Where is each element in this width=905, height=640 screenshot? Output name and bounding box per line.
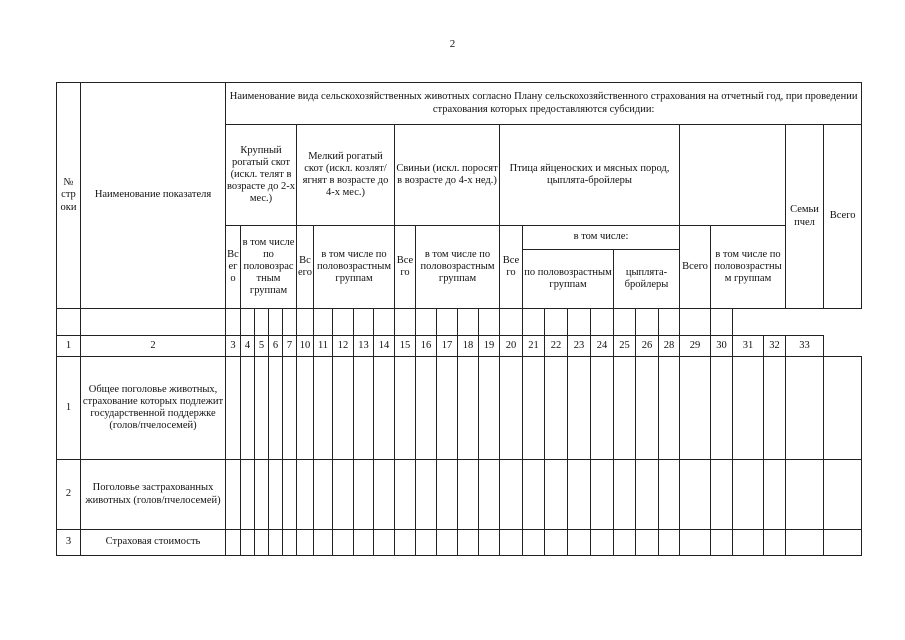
data-cell[interactable] xyxy=(636,530,659,556)
small-total-header: Всего xyxy=(297,226,314,309)
indicators-table xyxy=(56,82,862,556)
column-number: 3 xyxy=(226,336,241,357)
indicator-name: Страховая стоимость xyxy=(81,530,226,556)
data-cell[interactable] xyxy=(659,357,680,460)
data-cell[interactable] xyxy=(297,460,314,530)
subcolumn-cell xyxy=(297,309,314,336)
subcolumn-cell xyxy=(314,309,333,336)
subcolumn-cell xyxy=(458,309,479,336)
data-cell[interactable] xyxy=(479,357,500,460)
column-number: 21 xyxy=(523,336,545,357)
subcolumn-cell xyxy=(354,309,374,336)
column-number: 19 xyxy=(479,336,500,357)
subcolumn-cell xyxy=(269,309,283,336)
data-cell[interactable] xyxy=(824,357,862,460)
column-number: 15 xyxy=(395,336,416,357)
data-cell[interactable] xyxy=(500,460,523,530)
data-cell[interactable] xyxy=(545,357,568,460)
column-number: 33 xyxy=(786,336,824,357)
data-cell[interactable] xyxy=(269,357,283,460)
data-cell[interactable] xyxy=(764,460,786,530)
row-number: 1 xyxy=(57,357,81,460)
data-cell[interactable] xyxy=(568,357,591,460)
data-cell[interactable] xyxy=(479,530,500,556)
cattle-subgroups-header: в том числе по половозрастным группам xyxy=(241,226,297,309)
column-number: 25 xyxy=(614,336,636,357)
data-cell[interactable] xyxy=(659,460,680,530)
subcolumn-cell xyxy=(437,309,458,336)
pigs-subgroups-header: в том числе по половозрастным группам xyxy=(416,226,500,309)
subcolumn-cell xyxy=(568,309,591,336)
column-number: 29 xyxy=(680,336,711,357)
subcolumns-row xyxy=(57,309,862,336)
data-cell[interactable] xyxy=(395,530,416,556)
data-cell[interactable] xyxy=(241,460,255,530)
subcolumn-cell xyxy=(636,309,659,336)
data-cell[interactable] xyxy=(241,357,255,460)
data-cell[interactable] xyxy=(283,460,297,530)
cattle-header: Крупный рогатый скот (искл. телят в возрасте до 2-х мес.) xyxy=(226,125,297,226)
data-cell[interactable] xyxy=(711,460,733,530)
data-cell[interactable] xyxy=(500,357,523,460)
data-cell[interactable] xyxy=(523,460,545,530)
data-cell[interactable] xyxy=(764,357,786,460)
data-cell[interactable] xyxy=(479,460,500,530)
data-cell[interactable] xyxy=(226,460,241,530)
data-cell[interactable] xyxy=(354,460,374,530)
data-cell[interactable] xyxy=(314,530,333,556)
poultry-broilers-header: цыплята-бройлеры xyxy=(614,250,680,309)
data-cell[interactable] xyxy=(614,460,636,530)
subcolumn-cell xyxy=(283,309,297,336)
column-number: 17 xyxy=(437,336,458,357)
column-number: 11 xyxy=(314,336,333,357)
data-cell[interactable] xyxy=(786,460,824,530)
column-number: 24 xyxy=(591,336,614,357)
data-cell[interactable] xyxy=(333,460,354,530)
data-cell[interactable] xyxy=(437,530,458,556)
data-cell[interactable] xyxy=(636,460,659,530)
data-cell[interactable] xyxy=(416,357,437,460)
data-cell[interactable] xyxy=(255,460,269,530)
table-row xyxy=(57,530,862,556)
subcolumn-cell xyxy=(226,309,241,336)
data-cell[interactable] xyxy=(545,460,568,530)
subcolumn-cell xyxy=(255,309,269,336)
column-number: 20 xyxy=(500,336,523,357)
data-cell[interactable] xyxy=(824,530,862,556)
column-number: 10 xyxy=(297,336,314,357)
row-number-header: № стр оки xyxy=(57,83,81,309)
subcolumn-cell xyxy=(711,309,733,336)
column-number: 1 xyxy=(57,336,81,357)
pigs-header: Свиньи (искл. поросят в возрасте до 4-х нед.) xyxy=(395,125,500,226)
data-cell[interactable] xyxy=(614,530,636,556)
page-number: 2 xyxy=(449,38,456,50)
data-cell[interactable] xyxy=(568,460,591,530)
data-cell[interactable] xyxy=(241,530,255,556)
data-cell[interactable] xyxy=(226,530,241,556)
small-subgroups-header: в том числе по половозрастным группам xyxy=(314,226,395,309)
pigs-total-header: Всего xyxy=(395,226,416,309)
data-cell[interactable] xyxy=(354,530,374,556)
subcolumn-cell xyxy=(680,309,711,336)
subcolumn-cell xyxy=(591,309,614,336)
column-number: 31 xyxy=(733,336,764,357)
data-cell[interactable] xyxy=(764,530,786,556)
column-number: 16 xyxy=(416,336,437,357)
poultry-including-header: в том числе: xyxy=(523,226,680,250)
bees-header: Семьи пчел xyxy=(786,125,824,309)
column-number: 7 xyxy=(283,336,297,357)
subcolumn-cell xyxy=(523,309,545,336)
data-cell[interactable] xyxy=(523,530,545,556)
data-cell[interactable] xyxy=(314,460,333,530)
extra-subgroups-header: в том числе по половозрастным группам xyxy=(711,226,786,309)
subcolumn-cell xyxy=(57,309,81,336)
small-cattle-header: Мелкий рогатый скот (искл. козлят/ягнят в возрасте до 4-х мес.) xyxy=(297,125,395,226)
data-cell[interactable] xyxy=(354,357,374,460)
column-number: 28 xyxy=(659,336,680,357)
data-cell[interactable] xyxy=(545,530,568,556)
data-cell[interactable] xyxy=(283,530,297,556)
data-cell[interactable] xyxy=(269,530,283,556)
data-cell[interactable] xyxy=(711,530,733,556)
data-cell[interactable] xyxy=(437,357,458,460)
table-row xyxy=(57,460,862,530)
column-number: 22 xyxy=(545,336,568,357)
column-numbers-row xyxy=(57,336,862,357)
column-number: 12 xyxy=(333,336,354,357)
extra-total-header: Всего xyxy=(680,226,711,309)
row-number: 2 xyxy=(57,460,81,530)
subcolumn-cell xyxy=(500,309,523,336)
indicator-name: Поголовье застрахованных животных (голов/пчелосемей) xyxy=(81,460,226,530)
subcolumn-cell xyxy=(395,309,416,336)
data-cell[interactable] xyxy=(437,460,458,530)
data-cell[interactable] xyxy=(711,357,733,460)
poultry-total-header: Всего xyxy=(500,226,523,309)
data-cell[interactable] xyxy=(374,460,395,530)
row-number: 3 xyxy=(57,530,81,556)
subcolumn-cell xyxy=(614,309,636,336)
column-number: 4 xyxy=(241,336,255,357)
poultry-age-groups-header: по половозрастным группам xyxy=(523,250,614,309)
data-cell[interactable] xyxy=(591,530,614,556)
data-cell[interactable] xyxy=(333,530,354,556)
subcolumn-cell xyxy=(479,309,500,336)
data-cell[interactable] xyxy=(416,460,437,530)
subcolumn-cell xyxy=(333,309,354,336)
column-number: 32 xyxy=(764,336,786,357)
subcolumn-cell xyxy=(81,309,226,336)
extra-group-header xyxy=(680,125,786,226)
cattle-total-header: Всего xyxy=(226,226,241,309)
data-cell[interactable] xyxy=(458,357,479,460)
column-number: 13 xyxy=(354,336,374,357)
table-row xyxy=(57,357,862,460)
data-cell[interactable] xyxy=(733,530,764,556)
data-cell[interactable] xyxy=(786,357,824,460)
column-number: 23 xyxy=(568,336,591,357)
subcolumn-cell xyxy=(416,309,437,336)
data-cell[interactable] xyxy=(680,460,711,530)
column-number: 14 xyxy=(374,336,395,357)
data-cell[interactable] xyxy=(374,530,395,556)
data-cell[interactable] xyxy=(395,357,416,460)
data-cell[interactable] xyxy=(333,357,354,460)
data-cell[interactable] xyxy=(297,530,314,556)
data-cell[interactable] xyxy=(458,460,479,530)
subcolumn-cell xyxy=(659,309,680,336)
data-cell[interactable] xyxy=(395,460,416,530)
data-cell[interactable] xyxy=(659,530,680,556)
data-cell[interactable] xyxy=(255,357,269,460)
column-number: 5 xyxy=(255,336,269,357)
grand-total-header: Всего xyxy=(824,125,862,309)
subcolumn-cell xyxy=(241,309,255,336)
indicator-name: Общее поголовье животных, страхование которых подлежит государственной поддержке (голов/пчелосемей) xyxy=(81,357,226,460)
column-number: 6 xyxy=(269,336,283,357)
animal-types-header: Наименование вида сельскохозяйственных животных согласно Плану сельскохозяйственного страхования на отчетный год, при проведении страхования которых предоставляются субсидии: xyxy=(226,83,862,125)
data-cell[interactable] xyxy=(269,460,283,530)
data-cell[interactable] xyxy=(416,530,437,556)
data-cell[interactable] xyxy=(255,530,269,556)
data-cell[interactable] xyxy=(500,530,523,556)
data-cell[interactable] xyxy=(680,530,711,556)
data-cell[interactable] xyxy=(636,357,659,460)
data-cell[interactable] xyxy=(733,357,764,460)
data-cell[interactable] xyxy=(614,357,636,460)
column-number: 18 xyxy=(458,336,479,357)
data-cell[interactable] xyxy=(458,530,479,556)
data-cell[interactable] xyxy=(314,357,333,460)
subcolumn-cell xyxy=(545,309,568,336)
data-cell[interactable] xyxy=(591,357,614,460)
data-cell[interactable] xyxy=(680,357,711,460)
column-number: 26 xyxy=(636,336,659,357)
data-cell[interactable] xyxy=(568,530,591,556)
poultry-header: Птица яйценоских и мясных пород, цыплята-бройлеры xyxy=(500,125,680,226)
data-cell[interactable] xyxy=(297,357,314,460)
data-cell[interactable] xyxy=(226,357,241,460)
indicator-name-header: Наименование показателя xyxy=(81,83,226,309)
data-cell[interactable] xyxy=(733,460,764,530)
data-cell[interactable] xyxy=(786,530,824,556)
data-cell[interactable] xyxy=(283,357,297,460)
data-cell[interactable] xyxy=(374,357,395,460)
data-cell[interactable] xyxy=(523,357,545,460)
column-number: 30 xyxy=(711,336,733,357)
subcolumn-cell xyxy=(374,309,395,336)
column-number: 2 xyxy=(81,336,226,357)
data-cell[interactable] xyxy=(591,460,614,530)
data-cell[interactable] xyxy=(824,460,862,530)
